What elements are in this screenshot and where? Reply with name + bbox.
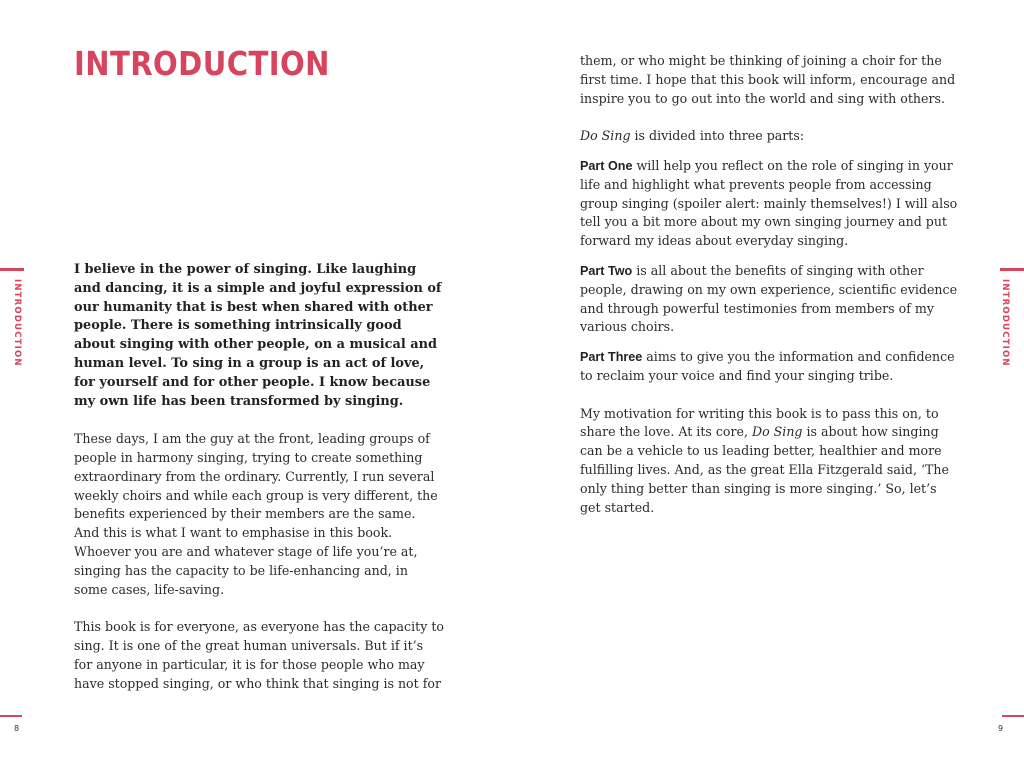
left-side-tab: INTRODUCTION	[12, 279, 22, 367]
left-tab-marker	[0, 268, 24, 271]
left-footer-rule	[0, 715, 22, 717]
right-tab-marker	[1000, 268, 1024, 271]
page-title: INTRODUCTION	[74, 44, 330, 83]
paragraph-guy-at-front: These days, I am the guy at the front, leading groups of people in harmony singing, trying to create something extraordinary from the ordinary. Currently, I run several weekly choirs and while each group is very different, the benefits experienced by their members are the same. And this is what I want to emphasise in this book. Whoever you are and whatever stage of life you’re at, singing has the capacity to be life-enhancing and, in some cases, life-saving.	[74, 431, 438, 597]
paragraph-part-one	[580, 157, 960, 251]
right-page-number: 9	[998, 724, 1004, 733]
left-page-number: 8	[14, 724, 20, 733]
book-title-2: Do Sing	[751, 424, 803, 440]
part-one-label: Part One	[580, 158, 633, 173]
paragraph-divided	[580, 127, 960, 146]
book-title: Do Sing	[580, 128, 631, 144]
part-three-label: Part Three	[580, 350, 643, 365]
paragraph-book-for-everyone: This book is for everyone, as everyone has the capacity to sing. It is one of the great human universals. But if it’s for anyone in particular, it is for those people who may have stopped singing, or who think that singing is not for	[74, 619, 444, 691]
right-footer-rule	[1002, 715, 1024, 717]
divided-text: is divided into three parts:	[630, 128, 805, 144]
motivation-text-a: My motivation for writing this book is to pass this on, to share the love. At its core,	[580, 405, 939, 440]
motivation-text-b: is about how singing can be a vehicle to us leading better, healthier and more fulfilling lives. And, as the great Ella Fitzgerald said, ‘The only thing better than singing is more singing.’ So, let’s get started.	[580, 424, 949, 515]
part-one-text: will help you reflect on the role of singing in your life and highlight what prevents people from accessing group singing (spoiler alert: mainly themselves!) I will also tell you a bit more about my own singing journey and put forward my ideas about everyday singing.	[580, 157, 958, 249]
right-page-text	[580, 52, 960, 517]
part-two-label: Part Two	[580, 263, 633, 278]
lead-paragraph: I believe in the power of singing. Like laughing and dancing, it is a simple and joyful expression of our humanity that is best when shared with other people. There is something intrinsically good about singing with other people, on a musical and human level. To sing in a group is an act of love, for yourself and for other people. I know because my own life has been transformed by singing.	[74, 262, 442, 409]
paragraph-part-three	[580, 348, 960, 386]
part-three-text: aims to give you the information and confidence to reclaim your voice and find your singing tribe.	[580, 349, 955, 383]
paragraph-motivation	[580, 405, 960, 518]
left-page-text	[74, 261, 444, 693]
paragraph-part-two	[580, 262, 960, 337]
paragraph-continued: them, or who might be thinking of joining a choir for the first time. I hope that this book will inform, encourage and inspire you to go out into the world and sing with others.	[580, 53, 956, 106]
right-side-tab: INTRODUCTION	[1000, 279, 1010, 367]
part-two-text: is all about the benefits of singing with other people, drawing on my own experience, scientific evidence and through powerful testimonies from members of my various choirs.	[580, 262, 958, 335]
